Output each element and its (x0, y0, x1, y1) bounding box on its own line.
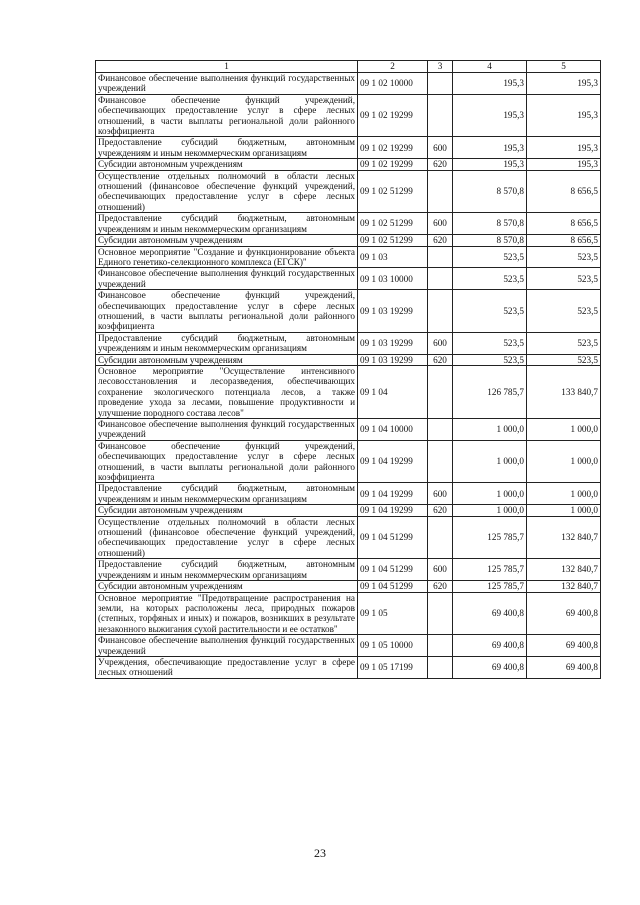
row-code-cell: 09 1 02 10000 (358, 73, 428, 95)
row-code-cell: 09 1 04 19299 (358, 505, 428, 516)
row-type-cell: 620 (428, 354, 453, 365)
row-code-cell: 09 1 04 51299 (358, 559, 428, 581)
row-type-cell (428, 440, 453, 483)
row-type-cell (428, 268, 453, 290)
row-name-cell: Предоставление субсидий бюджетным, автономным учреждениям и иным некоммерческим организациям (96, 559, 358, 581)
row-value-2-cell: 132 840,7 (527, 516, 601, 559)
row-type-cell (428, 516, 453, 559)
row-code-cell: 09 1 02 51299 (358, 235, 428, 246)
row-value-2-cell: 195,3 (527, 159, 601, 170)
row-code-cell: 09 1 05 17199 (358, 656, 428, 678)
row-value-1-cell: 8 570,8 (453, 213, 527, 235)
row-value-2-cell: 133 840,7 (527, 365, 601, 418)
row-value-2-cell: 69 400,8 (527, 592, 601, 635)
row-code-cell: 09 1 04 19299 (358, 483, 428, 505)
row-type-cell: 600 (428, 137, 453, 159)
table-row (96, 354, 601, 365)
row-type-cell: 600 (428, 332, 453, 354)
table-row (96, 592, 601, 635)
row-code-cell: 09 1 04 (358, 365, 428, 418)
row-value-2-cell: 8 656,5 (527, 170, 601, 213)
row-value-2-cell: 523,5 (527, 268, 601, 290)
row-name-cell: Учреждения, обеспечивающие предоставление услуг в сфере лесных отношений (96, 656, 358, 678)
table-row (96, 581, 601, 592)
table-row (96, 159, 601, 170)
row-value-1-cell: 1 000,0 (453, 440, 527, 483)
row-code-cell: 09 1 03 19299 (358, 354, 428, 365)
row-code-cell: 09 1 02 19299 (358, 94, 428, 137)
row-name-cell: Финансовое обеспечение функций учреждений, обеспечивающих предоставление услуг в сфере лесных отношений, в части выплаты региональной доли районного коэффициента (96, 94, 358, 137)
row-name-cell: Предоставление субсидий бюджетным, автономным учреждениям и иным некоммерческим организациям (96, 483, 358, 505)
row-code-cell: 09 1 02 19299 (358, 137, 428, 159)
row-type-cell (428, 170, 453, 213)
row-value-2-cell: 1 000,0 (527, 505, 601, 516)
row-type-cell: 600 (428, 559, 453, 581)
row-value-1-cell: 69 400,8 (453, 635, 527, 657)
row-value-1-cell: 125 785,7 (453, 581, 527, 592)
table-header-row (96, 61, 601, 73)
row-value-2-cell: 523,5 (527, 354, 601, 365)
row-type-cell (428, 246, 453, 268)
row-name-cell: Субсидии автономным учреждениям (96, 505, 358, 516)
table-row (96, 419, 601, 441)
column-header: 1 (96, 61, 358, 73)
row-name-cell: Основное мероприятие "Предотвращение распространения на земли, на которых расположены леса, природных пожаров (степных, торфяных и иных) и пожаров, возникших в результате незаконного выжигания сухой растительности и ее остатков" (96, 592, 358, 635)
row-value-1-cell: 126 785,7 (453, 365, 527, 418)
row-name-cell: Субсидии автономным учреждениям (96, 159, 358, 170)
table-row (96, 656, 601, 678)
row-name-cell: Основное мероприятие "Осуществление интенсивного лесовосстановления и лесоразведения, обеспечивающих сохранение экологического потенциала лесов, а также проведение ухода за лесами, повышение продуктивности и улучшение породного состава лесов" (96, 365, 358, 418)
column-header: 3 (428, 61, 453, 73)
row-name-cell: Субсидии автономным учреждениям (96, 235, 358, 246)
row-value-2-cell: 8 656,5 (527, 235, 601, 246)
row-name-cell: Предоставление субсидий бюджетным, автономным учреждениям и иным некоммерческим организациям (96, 332, 358, 354)
row-value-1-cell: 195,3 (453, 137, 527, 159)
row-value-1-cell: 523,5 (453, 354, 527, 365)
row-code-cell: 09 1 04 10000 (358, 419, 428, 441)
row-type-cell: 600 (428, 483, 453, 505)
row-type-cell: 620 (428, 505, 453, 516)
row-value-1-cell: 195,3 (453, 94, 527, 137)
row-code-cell: 09 1 03 (358, 246, 428, 268)
row-value-1-cell: 1 000,0 (453, 483, 527, 505)
row-value-2-cell: 523,5 (527, 246, 601, 268)
row-value-1-cell: 523,5 (453, 332, 527, 354)
row-type-cell: 620 (428, 235, 453, 246)
table-row (96, 73, 601, 95)
row-value-1-cell: 125 785,7 (453, 516, 527, 559)
document-page (95, 60, 600, 679)
row-value-2-cell: 69 400,8 (527, 656, 601, 678)
column-header: 2 (358, 61, 428, 73)
row-value-2-cell: 523,5 (527, 290, 601, 333)
row-name-cell: Предоставление субсидий бюджетным, автономным учреждениям и иным некоммерческим организациям (96, 213, 358, 235)
row-name-cell: Осуществление отдельных полномочий в области лесных отношений (финансовое обеспечение функций учреждений, обеспечивающих предоставление услуг в сфере лесных отношений) (96, 516, 358, 559)
row-name-cell: Предоставление субсидий бюджетным, автономным учреждениям и иным некоммерческим организациям (96, 137, 358, 159)
row-value-2-cell: 195,3 (527, 94, 601, 137)
row-value-1-cell: 69 400,8 (453, 656, 527, 678)
row-type-cell (428, 290, 453, 333)
row-value-1-cell: 195,3 (453, 159, 527, 170)
row-type-cell: 620 (428, 581, 453, 592)
page-number: 23 (314, 846, 326, 860)
row-code-cell: 09 1 03 19299 (358, 290, 428, 333)
row-code-cell: 09 1 04 51299 (358, 516, 428, 559)
row-value-1-cell: 8 570,8 (453, 170, 527, 213)
row-code-cell: 09 1 03 10000 (358, 268, 428, 290)
table-row (96, 365, 601, 418)
row-name-cell: Финансовое обеспечение выполнения функций государственных учреждений (96, 419, 358, 441)
row-value-2-cell: 132 840,7 (527, 559, 601, 581)
row-type-cell (428, 592, 453, 635)
table-row (96, 268, 601, 290)
table-row (96, 332, 601, 354)
row-value-1-cell: 125 785,7 (453, 559, 527, 581)
table-row (96, 235, 601, 246)
table-row (96, 483, 601, 505)
row-value-2-cell: 132 840,7 (527, 581, 601, 592)
row-type-cell (428, 73, 453, 95)
row-name-cell: Субсидии автономным учреждениям (96, 581, 358, 592)
row-type-cell: 620 (428, 159, 453, 170)
table-row (96, 440, 601, 483)
table-row (96, 246, 601, 268)
row-code-cell: 09 1 02 19299 (358, 159, 428, 170)
row-name-cell: Осуществление отдельных полномочий в области лесных отношений (финансовое обеспечение функций учреждений, обеспечивающих предоставление услуг в сфере лесных отношений) (96, 170, 358, 213)
row-value-1-cell: 69 400,8 (453, 592, 527, 635)
table-body (96, 61, 601, 679)
row-code-cell: 09 1 02 51299 (358, 213, 428, 235)
row-type-cell (428, 419, 453, 441)
row-name-cell: Финансовое обеспечение функций учреждений, обеспечивающих предоставление услуг в сфере лесных отношений, в части выплаты региональной доли районного коэффициента (96, 440, 358, 483)
row-value-2-cell: 69 400,8 (527, 635, 601, 657)
table-row (96, 170, 601, 213)
row-value-2-cell: 1 000,0 (527, 440, 601, 483)
table-row (96, 635, 601, 657)
row-value-1-cell: 1 000,0 (453, 419, 527, 441)
row-value-1-cell: 8 570,8 (453, 235, 527, 246)
row-name-cell: Финансовое обеспечение выполнения функций государственных учреждений (96, 73, 358, 95)
row-name-cell: Финансовое обеспечение выполнения функций государственных учреждений (96, 268, 358, 290)
table-row (96, 505, 601, 516)
row-type-cell: 600 (428, 213, 453, 235)
row-code-cell: 09 1 05 10000 (358, 635, 428, 657)
row-type-cell (428, 656, 453, 678)
column-header: 4 (453, 61, 527, 73)
row-type-cell (428, 635, 453, 657)
row-value-1-cell: 1 000,0 (453, 505, 527, 516)
row-code-cell: 09 1 04 51299 (358, 581, 428, 592)
table-row (96, 137, 601, 159)
row-code-cell: 09 1 05 (358, 592, 428, 635)
row-name-cell: Основное мероприятие "Создание и функционирование объекта Единого генетико-селекционного комплекса (ЕГСК)" (96, 246, 358, 268)
table-row (96, 516, 601, 559)
row-code-cell: 09 1 03 19299 (358, 332, 428, 354)
row-value-2-cell: 195,3 (527, 73, 601, 95)
row-value-1-cell: 523,5 (453, 246, 527, 268)
row-type-cell (428, 365, 453, 418)
row-type-cell (428, 94, 453, 137)
row-value-1-cell: 195,3 (453, 73, 527, 95)
table-row (96, 213, 601, 235)
row-value-2-cell: 1 000,0 (527, 419, 601, 441)
table-row (96, 94, 601, 137)
row-value-2-cell: 8 656,5 (527, 213, 601, 235)
row-code-cell: 09 1 04 19299 (358, 440, 428, 483)
row-value-1-cell: 523,5 (453, 268, 527, 290)
row-name-cell: Финансовое обеспечение функций учреждений, обеспечивающих предоставление услуг в сфере лесных отношений, в части выплаты региональной доли районного коэффициента (96, 290, 358, 333)
column-header: 5 (527, 61, 601, 73)
row-value-1-cell: 523,5 (453, 290, 527, 333)
table-row (96, 559, 601, 581)
row-value-2-cell: 195,3 (527, 137, 601, 159)
row-name-cell: Финансовое обеспечение выполнения функций государственных учреждений (96, 635, 358, 657)
row-value-2-cell: 1 000,0 (527, 483, 601, 505)
row-name-cell: Субсидии автономным учреждениям (96, 354, 358, 365)
row-value-2-cell: 523,5 (527, 332, 601, 354)
row-code-cell: 09 1 02 51299 (358, 170, 428, 213)
table-row (96, 290, 601, 333)
budget-table (95, 60, 601, 679)
